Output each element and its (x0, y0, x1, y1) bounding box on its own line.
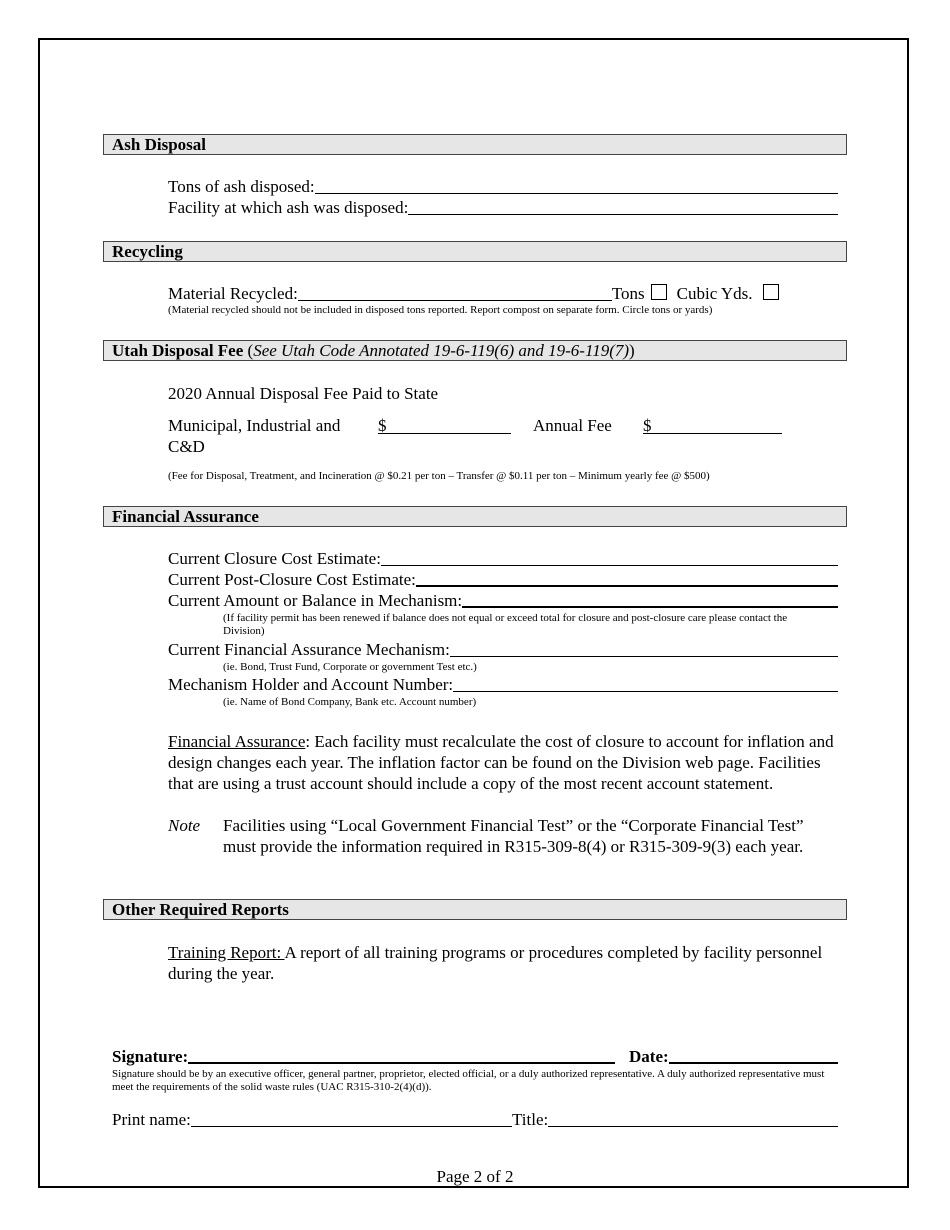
section-heading-reports: Other Required Reports (103, 899, 847, 920)
mechanism-field[interactable] (450, 640, 838, 657)
cubic-yds-label: Cubic Yds. (676, 284, 753, 303)
page-number: Page 2 of 2 (436, 1167, 514, 1186)
municipal-fee-field[interactable] (378, 415, 511, 434)
note-label-text: Note (168, 816, 201, 835)
print-name-row (112, 1110, 512, 1130)
tons-label: Tons (611, 284, 645, 303)
fee-note: (Fee for Disposal, Treatment, and Incineration @ $0.21 per ton – Transfer @ $0.11 per ton – Minimum yearly fee @ $500) (168, 470, 710, 482)
print-name-label: Print name: (112, 1110, 191, 1129)
note-label (168, 815, 200, 836)
mechanism-row (168, 640, 838, 660)
section-heading-financial: Financial Assurance (103, 506, 847, 527)
holder-label: Mechanism Holder and Account Number: (168, 675, 454, 694)
holder-row (168, 675, 838, 695)
recycling-row (168, 284, 818, 304)
ash-facility-field[interactable] (408, 198, 838, 215)
annual-fee-label: Annual Fee (533, 416, 612, 435)
municipal-label-line-2: C&D (168, 437, 205, 456)
fee-heading-open: ( (243, 341, 254, 360)
post-closure-row (168, 570, 838, 590)
balance-label: Current Amount or Balance in Mechanism: (168, 591, 463, 610)
recycling-note: (Material recycled should not be included in disposed tons reported. Report compost on separate form. Circle tons or yards) (168, 304, 713, 316)
date-row (629, 1047, 838, 1067)
signature-note: Signature should be by an executive officer, general partner, proprietor, elected official, or a duly authorized representative. A duly authorized representative must meet the requirements of the solid waste rules (UAC R315-310-2(4)(d)). (112, 1068, 825, 1093)
closure-row (168, 549, 838, 569)
signature-label: Signature: (112, 1047, 189, 1066)
financial-assurance-paragraph (168, 731, 840, 794)
training-title: Training Report: (168, 943, 285, 962)
tons-checkbox[interactable] (651, 284, 667, 300)
ash-tons-label: Tons of ash disposed: (168, 177, 315, 196)
title-row (512, 1110, 838, 1130)
section-heading-ash: Ash Disposal (103, 134, 847, 155)
cubic-yds-checkbox[interactable] (763, 284, 779, 300)
post-closure-label: Current Post-Closure Cost Estimate: (168, 570, 416, 589)
holder-note: (ie. Name of Bond Company, Bank etc. Account number) (223, 696, 477, 708)
title-field[interactable] (548, 1110, 838, 1127)
training-text: A report of all training programs or procedures completed by facility personnel during the year. (168, 943, 823, 983)
mechanism-label: Current Financial Assurance Mechanism: (168, 640, 450, 659)
holder-field[interactable] (453, 675, 838, 692)
fa-text: : Each facility must recalculate the cost of closure to account for inflation and design changes each year. The inflation factor can be found on the Division web page. Facilities that are using a trust account should include a copy of the most recent account statement. (168, 732, 834, 793)
annual-dollar-sign: $ (643, 416, 652, 435)
ash-facility-row (168, 198, 838, 218)
ash-tons-row (168, 177, 838, 197)
municipal-label (168, 415, 368, 457)
ash-facility-label: Facility at which ash was disposed: (168, 198, 409, 217)
balance-field[interactable] (462, 591, 838, 608)
signature-row (112, 1047, 615, 1067)
annual-fee-paid-label: 2020 Annual Disposal Fee Paid to State (168, 384, 439, 403)
material-recycled-label: Material Recycled: (168, 284, 298, 303)
fa-title: Financial Assurance (168, 732, 306, 751)
title-label: Title: (512, 1110, 549, 1129)
closure-field[interactable] (381, 549, 838, 566)
mechanism-note: (ie. Bond, Trust Fund, Corporate or government Test etc.) (223, 661, 477, 673)
annual-fee-field[interactable] (643, 415, 782, 434)
balance-note: (If facility permit has been renewed if balance does not equal or exceed total for closure and post-closure care please contact the Division) (223, 612, 788, 637)
fee-heading-close: ) (629, 341, 635, 360)
ash-tons-field[interactable] (315, 177, 838, 194)
section-heading-recycling: Recycling (103, 241, 847, 262)
print-name-field[interactable] (191, 1110, 512, 1127)
material-recycled-field[interactable] (298, 284, 612, 301)
date-label: Date: (629, 1047, 669, 1066)
section-heading-fee (103, 340, 847, 361)
training-report-paragraph (168, 942, 840, 984)
note-text: Facilities using “Local Government Financial Test” or the “Corporate Financial Test” must provide the information required in R315-309-8(4) or R315-309-9(3) each year. (223, 816, 804, 856)
municipal-label-line-1: Municipal, Industrial and (168, 416, 341, 435)
fee-heading-bold: Utah Disposal Fee (112, 341, 244, 360)
closure-label: Current Closure Cost Estimate: (168, 549, 381, 568)
municipal-dollar-sign: $ (378, 416, 387, 435)
post-closure-field[interactable] (416, 570, 838, 587)
balance-row (168, 591, 838, 611)
fee-heading-italic: See Utah Code Annotated 19-6-119(6) and 19-6-119(7) (253, 341, 630, 360)
date-field[interactable] (669, 1047, 838, 1064)
signature-field[interactable] (188, 1047, 615, 1064)
